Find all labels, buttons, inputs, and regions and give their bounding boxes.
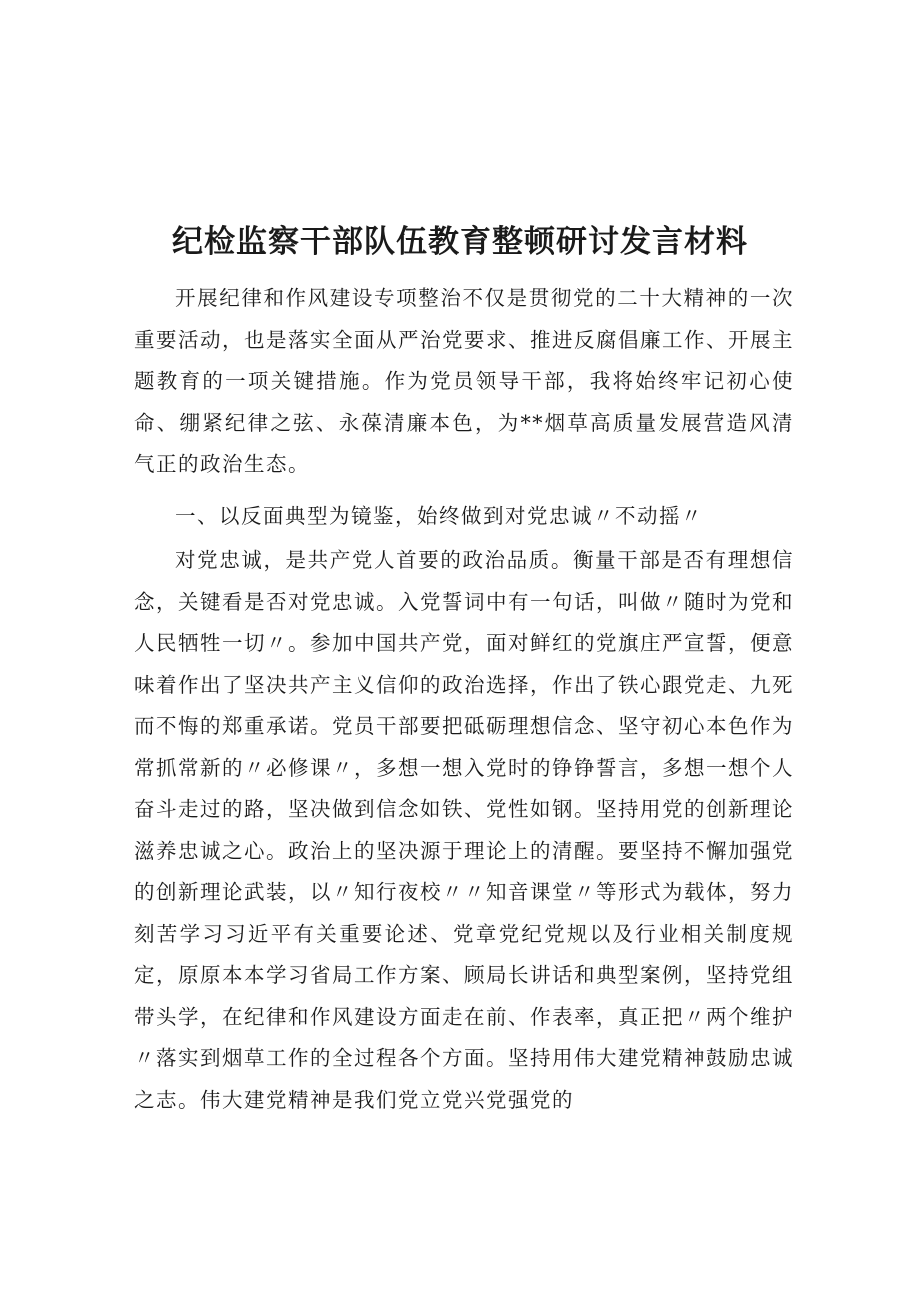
document-title: 纪检监察干部队伍教育整顿研讨发言材料 [172, 224, 748, 260]
intro-paragraph: 开展纪律和作风建设专项整治不仅是贯彻党的二十大精神的一次重要活动，也是落实全面从严治党要求、推进反腐倡廉工作、开展主题教育的一项关键措施。作为党员领导干部，我将始终牢记初心使命、绷紧纪律之弦、永葆清廉本色，为**烟草高质量发展营造风清气正的政治生态。 [134, 286, 794, 476]
section-body-paragraph: 对党忠诚，是共产党人首要的政治品质。衡量干部是否有理想信念，关键看是否对党忠诚。入党誓词中有一句话，叫做〃随时为党和人民牺牲一切〃。参加中国共产党，面对鲜红的党旗庄严宣誓，便意味着作出了坚决共产主义信仰的政治选择，作出了铁心跟党走、九死而不悔的郑重承诺。党员干部要把砥砺理想信念、坚守初心本色作为常抓常新的〃必修课〃，多想一想入党时的铮铮誓言，多想一想个人奋斗走过的路，坚决做到信念如铁、党性如钢。坚持用党的创新理论滋养忠诚之心。政治上的坚决源于理论上的清醒。要坚持不懈加强党的创新理论武装，以〃知行夜校〃〃知音课堂〃等形式为载体，努力刻苦学习习近平有关重要论述、党章党纪党规以及行业相关制度规定，原原本本学习省局工作方案、顾局长讲话和典型案例，坚持党组带头学，在纪律和作风建设方面走在前、作表率，真正把〃两个维护〃落实到烟草工作的全过程各个方面。坚持用伟大建党精神鼓励忠诚之志。伟大建党精神是我们党立党兴党强党的 [134, 548, 794, 1112]
section-heading: 一、以反面典型为镜鉴，始终做到对党忠诚〃不动摇〃 [175, 504, 703, 528]
